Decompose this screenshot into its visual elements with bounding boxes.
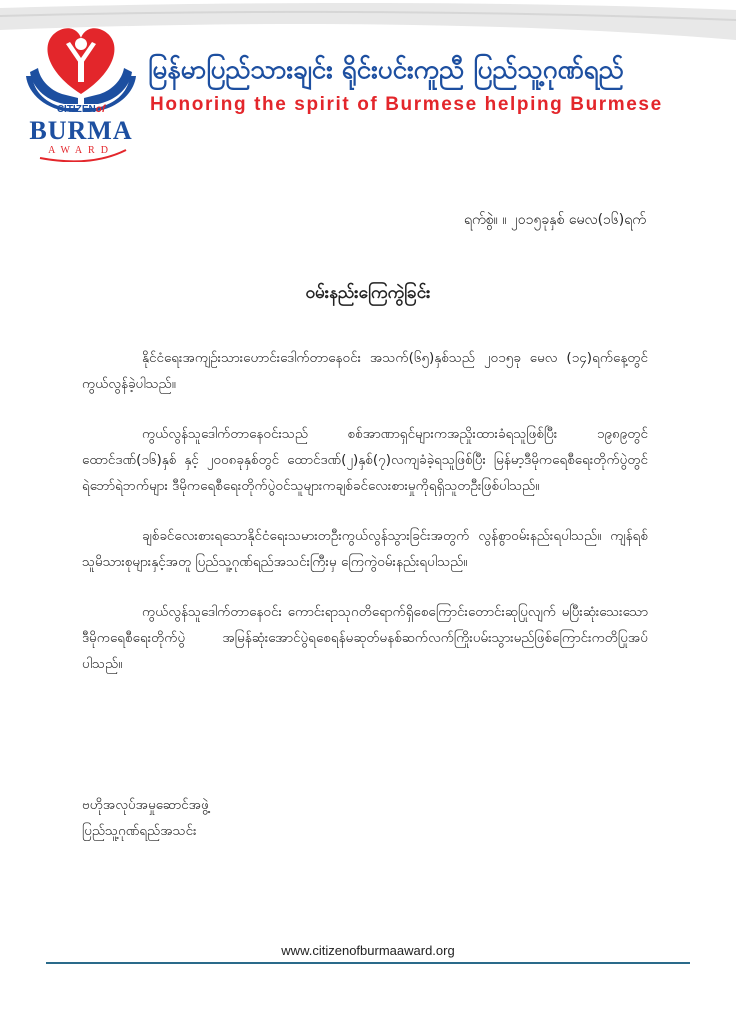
body-paragraph-3: ချစ်ခင်လေးစားရသောနိုင်ငံရေးသမားတဦးကွယ်လွန်သွားခြင်းအတွက် လွန်စွာဝမ်းနည်းရပါသည်။ ကျန်ရစ်သူမိသားစုများနှင့်အတူ ပြည်သူ့ဂုဏ်ရည်အသင်းကြီးမှ ကြေကွဲဝမ်းနည်းရပါသည်။ xyxy=(82,528,648,570)
signature-line-organization: ပြည်သူ့ဂုဏ်ရည်အသင်း xyxy=(82,823,197,839)
body-paragraph-2: ကွယ်လွန်သူဒေါက်တာနေဝင်းသည် စစ်အာဏာရှင်များကအညှိုးထားခံရသူဖြစ်ပြီး ၁၉၈၉တွင်ထောင်ဒဏ်(၁၆)နှစ် နှင့် ၂၀၀၈ခုနှစ်တွင် ထောင်ဒဏ်(၂)နှစ်(၇)လကျခံခဲ့ရသူဖြစ်ပြီး မြန်မာ့ဒီမိုကရေစီရေးတိုက်ပွဲတွင် ရဲဘော်ရဲဘက်များ ဒီမိုကရေစီရေးတိုက်ပွဲဝင်သူများကချစ်ခင်လေးစားမှုကိုရရှိသူတဦးဖြစ်ပါသည်။ xyxy=(82,426,648,494)
logo-text-citizen: CITIZENof xyxy=(56,104,106,115)
document-body xyxy=(82,345,648,701)
document-date: ရက်စွဲ။ ။ ၂၀၁၅ခုနှစ် မေလ(၁၆)ရက် xyxy=(463,212,646,228)
signature-block xyxy=(82,792,209,844)
footer-divider xyxy=(46,962,690,964)
signature-line-committee: ဗဟိုအလုပ်အမှုဆောင်အဖွဲ့ xyxy=(82,797,209,813)
logo-text-burma: BURMA xyxy=(29,116,133,145)
body-paragraph-4: ကွယ်လွန်သူဒေါက်တာနေဝင်း ကောင်းရာသုဂတိရောက်ရှိစေကြောင်းတောင်းဆုပြုလျက် မပြီးဆုံးသေးသောဒီမိုကရေစီရေးတိုက်ပွဲ အမြန်ဆုံးအောင်ပွဲရစေရန်မဆုတ်မနစ်ဆက်လက်ကြိုးပမ်းသွားမည်ဖြစ်ကြောင်းကတိပြုအပ်ပါသည်။ xyxy=(82,604,648,672)
header-title-burmese: မြန်မာပြည်သားချင်း ရိုင်းပင်းကူညီ ပြည်သူ့ဂုဏ်ရည် xyxy=(148,55,624,85)
document-title: ဝမ်းနည်းကြေကွဲခြင်း xyxy=(305,283,431,303)
footer-website-url[interactable]: www.citizenofburmaaward.org xyxy=(281,943,455,958)
logo-text-award: AWARD xyxy=(48,145,114,156)
header-tagline-english: Honoring the spirit of Burmese helping Burmese xyxy=(150,94,663,115)
body-paragraph-1: နိုင်ငံရေးအကျဉ်းသားဟောင်းဒေါက်တာနေဝင်း အသက်(၆၅)နှစ်သည် ၂၀၁၅ခု မေလ (၁၄)ရက်နေ့တွင် ကွယ်လွန်ခဲ့ပါသည်။ xyxy=(82,350,648,392)
